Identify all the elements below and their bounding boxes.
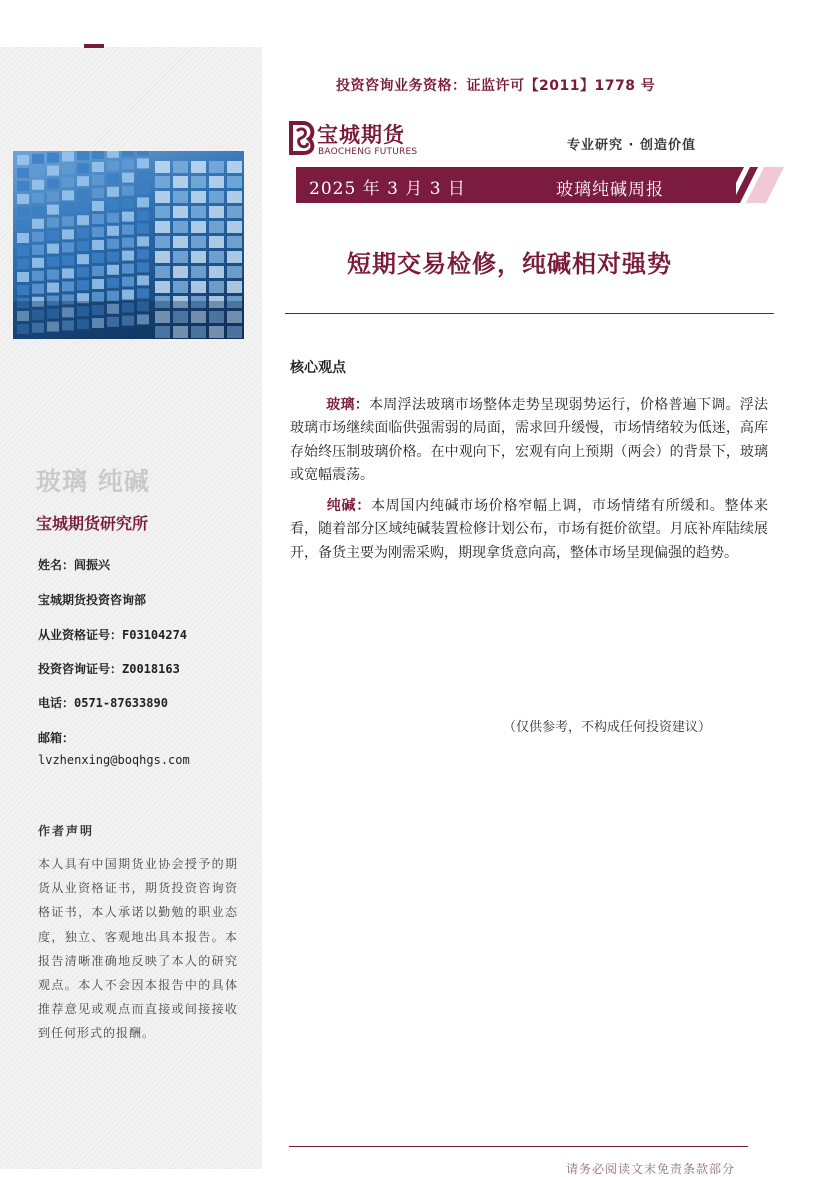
sidebar-institute: 宝城期货研究所 bbox=[36, 514, 149, 533]
top-accent-mark bbox=[84, 44, 104, 48]
declaration-body: 本人具有中国期货业协会授予的期货从业资格证书，期货投资咨询资格证书，本人承诺以勤勉的职业态度，独立、客观地出具本报告。本报告清晰准确地反映了本人的研究观点。本人不会因本报告中的具体推荐意见或观点而直接或间接接收到任何形式的报酬。 bbox=[38, 857, 238, 1041]
logo-chinese-name: 宝城期货 bbox=[317, 123, 405, 147]
report-date: 2025 年 3 月 3 日 bbox=[309, 179, 466, 199]
advisory-number: 投资咨询证号：Z0018163 bbox=[38, 662, 180, 676]
sidebar-category: 玻璃 纯碱 bbox=[36, 467, 150, 496]
report-headline: 短期交易检修，纯碱相对强势 bbox=[347, 250, 672, 278]
footer-divider bbox=[289, 1146, 748, 1147]
company-logo bbox=[285, 119, 425, 157]
qualification-number: 从业资格证号：F03104274 bbox=[38, 628, 188, 642]
soda-label: 纯碱： bbox=[326, 498, 371, 514]
soda-text: 本周国内纯碱市场价格窄幅上调，市场情绪有所缓和。整体来看，随着部分区域纯碱装置检修计划公布，市场有挺价欲望。月底补库陆续展开，备货主要为刚需采购，期现拿货意向高，整体市场呈现偏强的趋势。 bbox=[290, 498, 769, 561]
department: 宝城期货投资咨询部 bbox=[38, 593, 147, 607]
headline-divider bbox=[285, 313, 774, 314]
logo-icon bbox=[285, 119, 319, 157]
license-text: 投资咨询业务资格：证监许可【2011】1778 号 bbox=[336, 78, 656, 94]
glass-paragraph bbox=[290, 394, 768, 488]
email-label: 邮箱： bbox=[38, 731, 75, 745]
slogan: 专业研究 · 创造价值 bbox=[567, 138, 696, 153]
report-type: 玻璃纯碱周报 bbox=[556, 180, 664, 200]
footer-note: 请务必阅读文末免责条款部分 bbox=[566, 1162, 736, 1176]
analyst-name: 姓名：闾振兴 bbox=[38, 558, 111, 572]
phone: 电话：0571-87633890 bbox=[38, 696, 168, 710]
soda-paragraph bbox=[290, 495, 768, 565]
building-photo bbox=[13, 151, 244, 339]
email-address[interactable]: lvzhenxing@boqhgs.com bbox=[38, 753, 190, 767]
banner-stripes-decoration bbox=[718, 167, 788, 203]
logo-english-name: BAOCHENG FUTURES bbox=[318, 147, 418, 157]
investment-disclaimer: （仅供参考，不构成任何投资建议） bbox=[503, 720, 712, 735]
glass-label: 玻璃： bbox=[326, 397, 370, 413]
glass-text: 本周浮法玻璃市场整体走势呈现弱势运行，价格普遍下调。浮法玻璃市场继续面临供强需弱的局面，需求回升缓慢，市场情绪较为低迷，高库存始终压制玻璃价格。在中观向下，宏观有向上预期（两会）的背景下，玻璃或宽幅震荡。 bbox=[290, 397, 769, 484]
core-view-title: 核心观点 bbox=[290, 360, 346, 376]
declaration-title: 作者声明 bbox=[38, 824, 95, 838]
